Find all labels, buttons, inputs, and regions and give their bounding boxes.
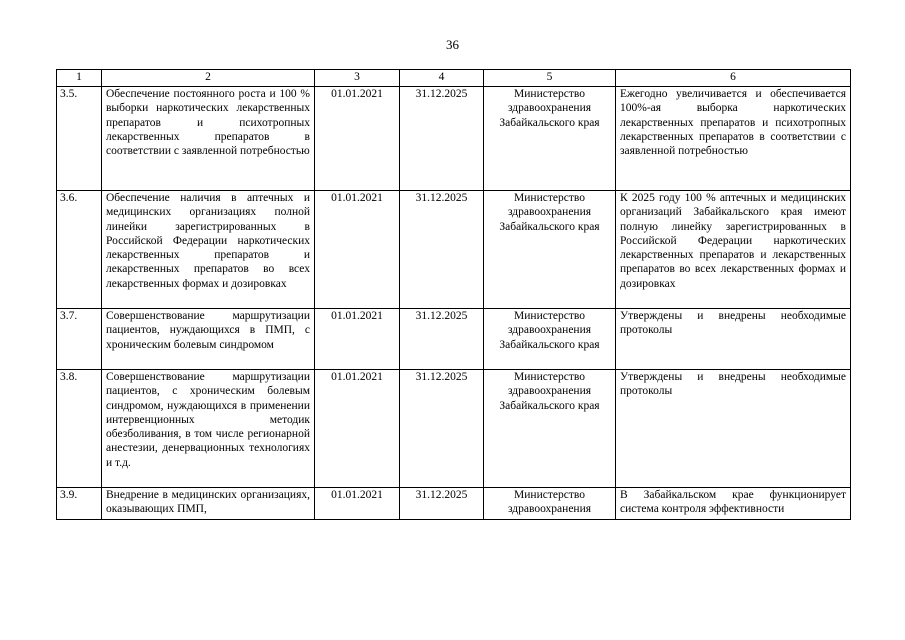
page-number: 36 bbox=[446, 37, 459, 52]
start-date-cell: 01.01.2021 bbox=[315, 488, 400, 520]
table-row bbox=[57, 488, 851, 520]
result-cell: Утверждены и внедрены необходимые протоколы bbox=[616, 370, 851, 488]
column-header: 5 bbox=[484, 70, 616, 87]
executor-cell: Министерство здравоохранения Забайкальского края bbox=[484, 191, 616, 309]
row-number: 3.8. bbox=[57, 370, 102, 488]
executor-cell: Министерство здравоохранения Забайкальского края bbox=[484, 370, 616, 488]
row-number: 3.7. bbox=[57, 309, 102, 370]
activity-cell: Обеспечение постоянного роста и 100 % выборки наркотических лекарственных препаратов и психотропных лекарственных препаратов в соответствии с заявленной потребностью bbox=[102, 87, 315, 191]
end-date-cell: 31.12.2025 bbox=[400, 488, 484, 520]
row-number: 3.9. bbox=[57, 488, 102, 520]
table-row bbox=[57, 87, 851, 191]
column-header: 6 bbox=[616, 70, 851, 87]
start-date-cell: 01.01.2021 bbox=[315, 87, 400, 191]
start-date-cell: 01.01.2021 bbox=[315, 309, 400, 370]
measures-table bbox=[56, 69, 851, 520]
table-row bbox=[57, 309, 851, 370]
column-header: 1 bbox=[57, 70, 102, 87]
activity-cell: Совершенствование маршрутизации пациентов, с хроническим болевым синдромом, нуждающихся в применении интервенционных методик обезболивания, в том числе регионарной анестезии, денервационных технологиях и т.д. bbox=[102, 370, 315, 488]
table-header-row bbox=[57, 70, 851, 87]
end-date-cell: 31.12.2025 bbox=[400, 87, 484, 191]
activity-cell: Внедрение в медицинских организациях, оказывающих ПМП, bbox=[102, 488, 315, 520]
end-date-cell: 31.12.2025 bbox=[400, 191, 484, 309]
end-date-cell: 31.12.2025 bbox=[400, 309, 484, 370]
column-header: 2 bbox=[102, 70, 315, 87]
result-cell: В Забайкальском крае функционирует система контроля эффективности bbox=[616, 488, 851, 520]
row-number: 3.6. bbox=[57, 191, 102, 309]
table-row bbox=[57, 191, 851, 309]
row-number: 3.5. bbox=[57, 87, 102, 191]
column-header: 3 bbox=[315, 70, 400, 87]
activity-cell: Обеспечение наличия в аптечных и медицинских организациях полной линейки зарегистрированных в Российской Федерации наркотических лекарственных препаратов и лекарственных препаратов во всех лекарственных формах и дозировках bbox=[102, 191, 315, 309]
start-date-cell: 01.01.2021 bbox=[315, 191, 400, 309]
activity-cell: Совершенствование маршрутизации пациентов, нуждающихся в ПМП, с хроническим болевым синдромом bbox=[102, 309, 315, 370]
executor-cell: Министерство здравоохранения bbox=[484, 488, 616, 520]
executor-cell: Министерство здравоохранения Забайкальского края bbox=[484, 87, 616, 191]
result-cell: Утверждены и внедрены необходимые протоколы bbox=[616, 309, 851, 370]
end-date-cell: 31.12.2025 bbox=[400, 370, 484, 488]
column-header: 4 bbox=[400, 70, 484, 87]
result-cell: Ежегодно увеличивается и обеспечивается 100%-ая выборка наркотических лекарственных препаратов и психотропных лекарственных препаратов в соответствии с заявленной потребностью bbox=[616, 87, 851, 191]
table-row bbox=[57, 370, 851, 488]
start-date-cell: 01.01.2021 bbox=[315, 370, 400, 488]
executor-cell: Министерство здравоохранения Забайкальского края bbox=[484, 309, 616, 370]
result-cell: К 2025 году 100 % аптечных и медицинских организаций Забайкальского края имеют полную линейку зарегистрированных в Российской Федерации наркотических лекарственных препаратов и лекарственных препаратов во всех лекарственных формах и дозировках bbox=[616, 191, 851, 309]
